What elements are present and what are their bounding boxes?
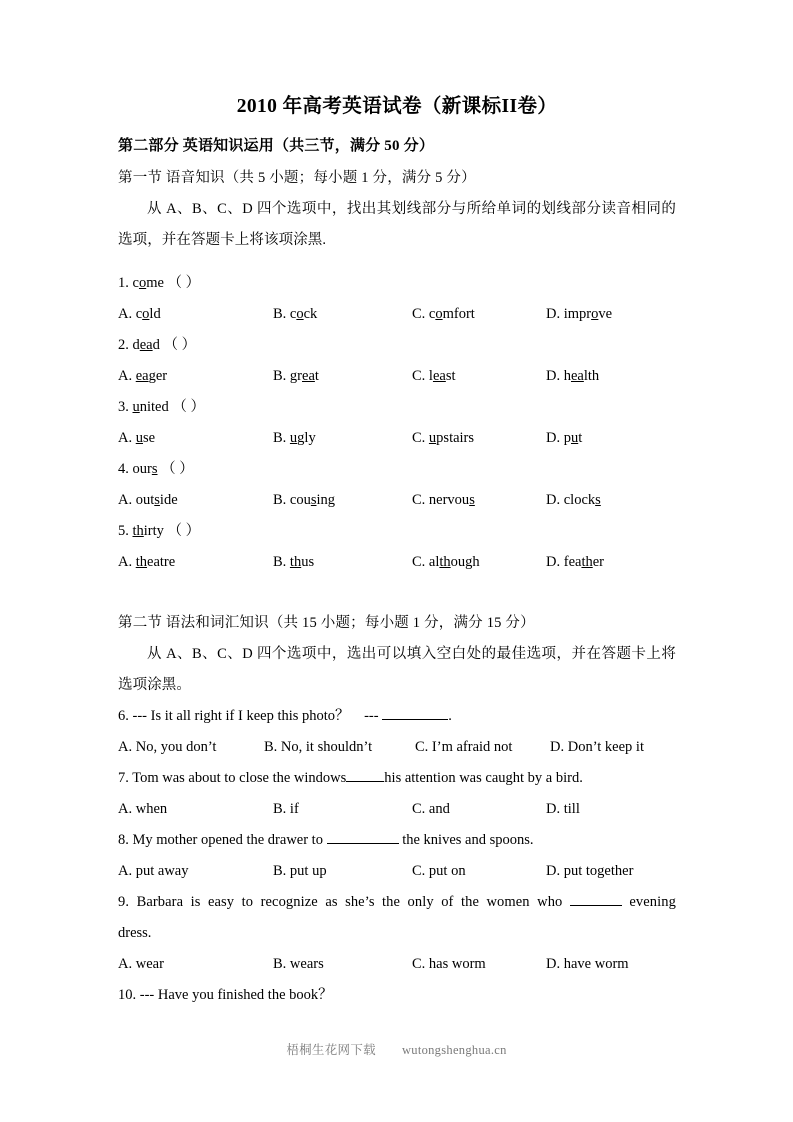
stem-text: --- Have you finished the book？ (139, 986, 333, 1003)
option-d[interactable]: D. feather (546, 553, 604, 570)
stem-text-tail: evening (629, 893, 676, 910)
option-a[interactable]: A. when (118, 800, 168, 817)
answer-bracket[interactable]: （ ） (172, 398, 205, 415)
answer-bracket[interactable]: （ ） (167, 274, 201, 291)
answer-blank[interactable] (346, 769, 384, 782)
option-d[interactable]: D. improve (546, 305, 613, 322)
question-number: 4. (118, 460, 129, 477)
grammar-question-stem (118, 763, 676, 794)
option-a[interactable]: A. put away (118, 862, 189, 879)
option-a[interactable]: A. use (118, 429, 156, 446)
phonetic-options-row (118, 485, 676, 516)
option-b[interactable]: B. cock (273, 305, 318, 322)
answer-blank[interactable] (570, 893, 622, 906)
phonetic-options-row (118, 547, 676, 578)
option-d[interactable]: D. till (546, 800, 580, 817)
phonetic-question-stem (118, 330, 676, 361)
option-b[interactable]: B. thus (273, 553, 315, 570)
footer-site-name-cn: 梧桐生花网下载 (286, 1043, 376, 1057)
stem-text: --- Is it all right if I keep this photo？ (132, 707, 350, 724)
answer-blank[interactable] (327, 831, 399, 844)
option-a[interactable]: A. eager (118, 367, 168, 384)
option-c[interactable]: C. comfort (412, 305, 475, 322)
option-c[interactable]: C. has worm (412, 955, 486, 972)
option-d[interactable]: D. have worm (546, 955, 629, 972)
part-heading: 第二部分 英语知识运用（共三节，满分 50 分） (118, 138, 435, 155)
question-number: 10. (118, 986, 137, 1003)
answer-bracket[interactable]: （ ） (163, 336, 197, 353)
question-number: 3. (118, 398, 129, 415)
stem-suffix: irty (143, 522, 164, 539)
option-a[interactable]: A. outside (118, 491, 178, 508)
option-d[interactable]: D. Don’t keep it (550, 738, 644, 755)
stem-suffix: nited (139, 398, 169, 415)
option-b[interactable]: B. great (273, 367, 319, 384)
phonetic-question-stem (118, 454, 676, 485)
option-c[interactable]: C. upstairs (412, 429, 475, 446)
document-body (118, 92, 676, 1011)
phonetic-question-stem (118, 516, 676, 547)
option-d[interactable]: D. put (546, 429, 583, 446)
option-b[interactable]: B. No, it shouldn’t (264, 738, 373, 755)
option-c[interactable]: C. although (412, 553, 480, 570)
stem-underlined-part: th (132, 522, 144, 539)
footer-site-url: wutongshenghua.cn (401, 1043, 507, 1057)
answer-bracket[interactable]: （ ） (167, 522, 201, 539)
grammar-question-stem (118, 701, 676, 732)
section-1-instruction: 从 A、B、C、D 四个选项中，找出其划线部分与所给单词的划线部分读音相同的选项，并在答题卡上将该项涂黑. (118, 200, 676, 248)
stem-prefix: our (132, 460, 152, 477)
section-2-heading: 第二节 语法和词汇知识（共 15 小题；每小题 1 分，满分 15 分） (118, 614, 535, 631)
option-c[interactable]: C. and (412, 800, 450, 817)
phonetic-options-row (118, 423, 676, 454)
section-2-instruction: 从 A、B、C、D 四个选项中，选出可以填入空白处的最佳选项，并在答题卡上将选项涂黑。 (118, 645, 676, 693)
grammar-options-row (118, 856, 676, 887)
option-a[interactable]: A. No, you don’t (118, 738, 217, 755)
option-a[interactable]: A. cold (118, 305, 161, 322)
stem-text-tail: the knives and spoons. (402, 831, 534, 848)
section-1-heading: 第一节 语音知识（共 5 小题；每小题 1 分，满分 5 分） (118, 169, 476, 186)
stem-prefix: c (132, 274, 139, 291)
option-a[interactable]: A. wear (118, 955, 164, 972)
option-b[interactable]: B. cousing (273, 491, 336, 508)
phonetic-options-row (118, 361, 676, 392)
grammar-question-stem (118, 887, 676, 918)
grammar-question-stem (118, 825, 676, 856)
option-d[interactable]: D. clocks (546, 491, 601, 508)
phonetic-options-row (118, 299, 676, 330)
stem-text-tail: his attention was caught by a bird. (384, 769, 583, 786)
stem-suffix: d (152, 336, 160, 353)
option-c[interactable]: C. put on (412, 862, 466, 879)
option-b[interactable]: B. wears (273, 955, 324, 972)
grammar-options-row (118, 949, 676, 980)
option-b[interactable]: B. if (273, 800, 299, 817)
phonetic-question-stem (118, 268, 676, 299)
option-b[interactable]: B. ugly (273, 429, 316, 446)
grammar-options-row (118, 794, 676, 825)
grammar-question-stem-continuation: dress. (118, 924, 152, 941)
question-number: 5. (118, 522, 129, 539)
option-a[interactable]: A. theatre (118, 553, 176, 570)
grammar-options-row (118, 732, 676, 763)
option-c[interactable]: C. I’m afraid not (415, 738, 513, 755)
question-number: 6. (118, 707, 129, 724)
option-c[interactable]: C. least (412, 367, 456, 384)
stem-prefix: d (132, 336, 140, 353)
stem-period: . (448, 707, 452, 724)
option-d[interactable]: D. health (546, 367, 600, 384)
question-number: 8. (118, 831, 129, 848)
question-number: 7. (118, 769, 129, 786)
stem-text: Barbara is easy to recognize as she’s the only of the women who (136, 893, 563, 910)
stem-underlined-part: o (138, 274, 147, 291)
question-number: 1. (118, 274, 129, 291)
answer-blank[interactable] (382, 707, 448, 720)
stem-dash: --- (364, 707, 379, 724)
stem-text: My mother opened the drawer to (132, 831, 323, 848)
option-d[interactable]: D. put together (546, 862, 634, 879)
page-title: 2010 年高考英语试卷（新课标II卷） (236, 96, 558, 117)
grammar-question-stem (118, 980, 676, 1011)
option-b[interactable]: B. put up (273, 862, 327, 879)
stem-text: Tom was about to close the windows (132, 769, 347, 786)
question-number: 9. (118, 893, 130, 910)
answer-bracket[interactable]: （ ） (161, 460, 194, 477)
stem-underlined-part: ea (139, 336, 153, 353)
option-c[interactable]: C. nervous (412, 491, 475, 508)
stem-underlined-part: u (132, 398, 140, 415)
stem-suffix: me (146, 274, 164, 291)
footer-watermark (0, 1040, 793, 1058)
question-number: 2. (118, 336, 129, 353)
phonetic-question-stem (118, 392, 676, 423)
stem-underlined-part: s (151, 460, 158, 477)
